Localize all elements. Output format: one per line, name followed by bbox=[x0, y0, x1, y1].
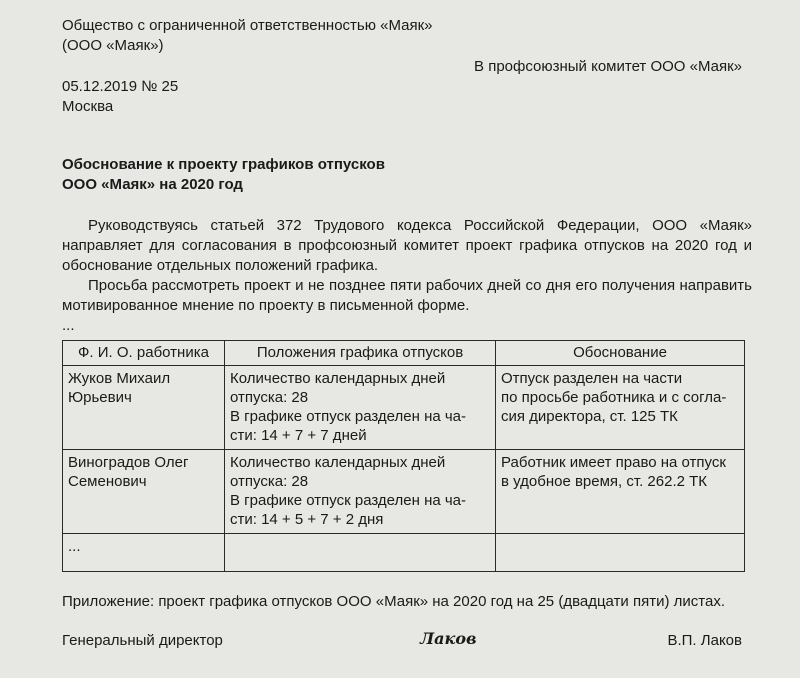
employee-name-cell bbox=[63, 366, 225, 450]
document-city: Москва bbox=[62, 98, 114, 115]
column-header-provisions: Положения графика отпусков bbox=[225, 341, 496, 366]
organization-full-name: Общество с ограниченной ответственностью «Маяк» bbox=[62, 17, 433, 34]
body-paragraph-1: Руководствуясь статьей 372 Трудового кодекса Российской Федерации, ООО «Маяк» направляет для согласования в профсоюзный комитет проект графика отпусков на 2020 год и обоснование отдельных положений графика. bbox=[62, 217, 752, 274]
document-title-line-1: Обоснование к проекту графиков отпусков bbox=[62, 156, 385, 173]
document-date-number: 05.12.2019 № 25 bbox=[62, 78, 179, 95]
appendix-note: Приложение: проект графика отпусков ООО «Маяк» на 2020 год на 25 (двадцати пяти) листах. bbox=[62, 593, 725, 610]
organization-name bbox=[62, 16, 433, 56]
table-row-ellipsis bbox=[63, 534, 745, 572]
document-body bbox=[62, 216, 752, 336]
cell-line: В графике отпуск разделен на ча- bbox=[230, 408, 467, 425]
document-title-line-2: ООО «Маяк» на 2020 год bbox=[62, 176, 243, 193]
column-header-justification: Обоснование bbox=[496, 341, 745, 366]
signatory-name: В.П. Лаков bbox=[667, 632, 742, 649]
cell-line: Количество календарных дней bbox=[230, 370, 446, 387]
cell-line: Семенович bbox=[68, 473, 147, 490]
cell-line: отпуска: 28 bbox=[230, 389, 309, 406]
cell-line: в удобное время, ст. 262.2 ТК bbox=[501, 473, 708, 490]
cell-line: отпуска: 28 bbox=[230, 473, 309, 490]
provisions-cell bbox=[225, 366, 496, 450]
body-paragraph-2: Просьба рассмотреть проект и не позднее пяти рабочих дней со дня его получения направить мотивированное мнение по проекту в письменной форме. bbox=[62, 277, 752, 314]
addressee: В профсоюзный комитет ООО «Маяк» bbox=[474, 58, 742, 75]
vacation-schedule-table bbox=[62, 340, 745, 572]
cell-line: Количество календарных дней bbox=[230, 454, 446, 471]
table-header-row bbox=[63, 341, 745, 366]
justification-cell bbox=[496, 366, 745, 450]
cell-line: по просьбе работника и с согла- bbox=[501, 389, 727, 406]
document-title bbox=[62, 155, 385, 195]
column-header-employee: Ф. И. О. работника bbox=[63, 341, 225, 366]
employee-name-cell bbox=[63, 450, 225, 534]
table-row bbox=[63, 450, 745, 534]
empty-cell bbox=[496, 534, 745, 572]
handwritten-signature: Лаков bbox=[420, 629, 477, 648]
organization-short-name: (ООО «Маяк») bbox=[62, 37, 164, 54]
cell-line: Отпуск разделен на части bbox=[501, 370, 683, 387]
cell-line: Жуков Михаил bbox=[68, 370, 171, 387]
cell-line: Юрьевич bbox=[68, 389, 132, 406]
cell-line: сти: 14 + 5 + 7 + 2 дня bbox=[230, 511, 384, 528]
signatory-position: Генеральный директор bbox=[62, 632, 223, 649]
cell-line: Работник имеет право на отпуск bbox=[501, 454, 726, 471]
document-date-block bbox=[62, 77, 178, 117]
table-row bbox=[63, 366, 745, 450]
provisions-cell bbox=[225, 450, 496, 534]
cell-line: Виноградов Олег bbox=[68, 454, 189, 471]
cell-line: сия директора, ст. 125 ТК bbox=[501, 408, 678, 425]
body-ellipsis: ... bbox=[62, 317, 75, 334]
justification-cell bbox=[496, 450, 745, 534]
cell-line: сти: 14 + 7 + 7 дней bbox=[230, 427, 367, 444]
ellipsis-cell: ... bbox=[63, 534, 225, 572]
cell-line: В графике отпуск разделен на ча- bbox=[230, 492, 467, 509]
empty-cell bbox=[225, 534, 496, 572]
